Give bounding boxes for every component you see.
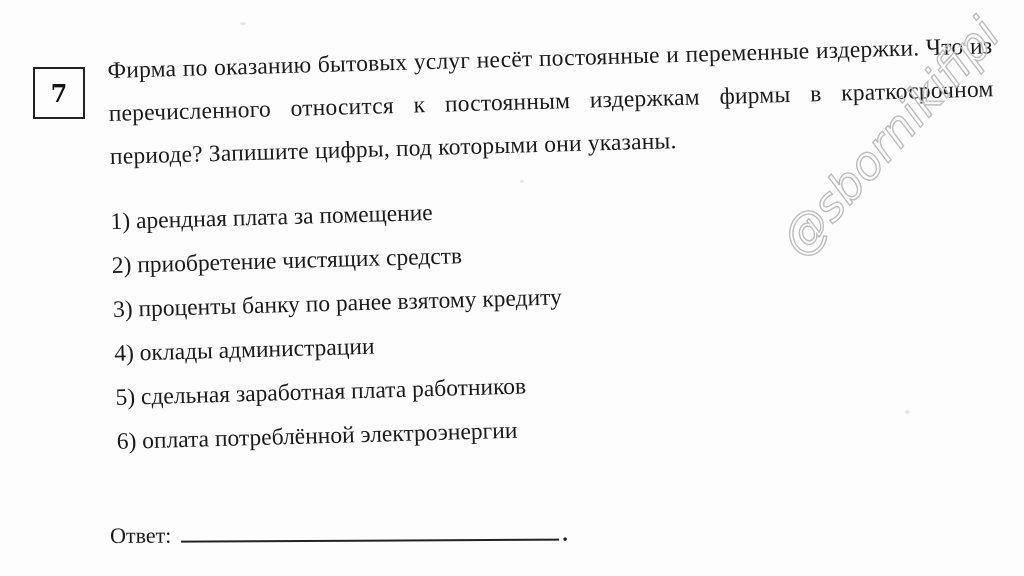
option-item: 1) арендная плата за помещение bbox=[110, 200, 434, 235]
answer-row bbox=[110, 515, 568, 549]
answer-period: . bbox=[562, 520, 568, 546]
option-item: 3) проценты банку по ранее взятому кредиту bbox=[112, 284, 563, 323]
question-text: Фирма по оказанию бытовых услуг несёт постоянные и переменные издержки. Что из перечисленного относится к постоянным издержкам фирмы в краткосрочном периоде? Запишите цифры, под которыми они указаны. bbox=[107, 33, 994, 170]
answer-options-list bbox=[110, 187, 566, 463]
task-number: 7 bbox=[50, 78, 68, 108]
scan-speck bbox=[240, 22, 246, 25]
option-item: 4) оклады администрации bbox=[113, 333, 375, 367]
task-number-box bbox=[33, 67, 85, 119]
watermark-text: @sbornikifipi bbox=[770, 7, 1011, 267]
option-item: 5) сдельная заработная плата работников bbox=[115, 373, 527, 411]
option-item: 6) оплата потреблённой электроэнергии bbox=[116, 417, 518, 455]
scan-speck bbox=[905, 410, 910, 414]
question-block bbox=[107, 25, 995, 179]
answer-field[interactable] bbox=[181, 515, 559, 543]
scan-speck bbox=[520, 180, 524, 183]
option-item: 2) приобретение чистящих средств bbox=[111, 243, 463, 279]
answer-label: Ответ: bbox=[110, 522, 172, 548]
